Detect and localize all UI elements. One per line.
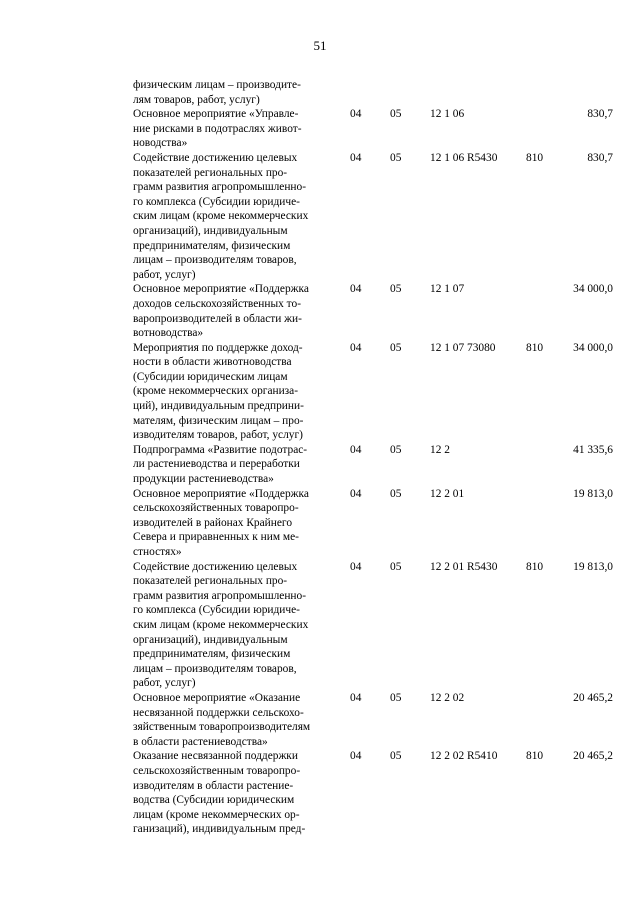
row-section: 04 (350, 443, 362, 456)
row-subsection: 05 (390, 750, 402, 763)
row-amount: 20 465,2 (573, 691, 613, 704)
row-target-article: 12 1 06 (430, 108, 465, 121)
row-amount: 19 813,0 (573, 487, 613, 500)
row-target-article: 12 2 02 R5410 (430, 750, 498, 763)
row-expense-type: 810 (526, 341, 544, 354)
table-row (133, 560, 613, 691)
table-row (133, 151, 613, 282)
row-section: 04 (350, 151, 362, 164)
row-target-article: 12 1 07 (430, 283, 465, 296)
table-row (133, 749, 613, 837)
row-target-article: 12 1 06 R5430 (430, 151, 498, 164)
row-name: Оказание несвязанной поддержки сельскохозяйственным товаропро- изводителям в области растение- водства (Субсидии юридическим лицам (кроме некоммерческих ор- ганизаций), индивидуальным пред- (133, 750, 306, 836)
row-name: Основное мероприятие «Оказание несвязанной поддержки сельскохо- зяйственным товаропроизводителям в области растениеводства» (133, 691, 311, 748)
row-subsection: 05 (390, 108, 402, 121)
row-amount: 34 000,0 (573, 283, 613, 296)
row-expense-type: 810 (526, 151, 544, 164)
row-name: Основное мероприятие «Поддержка доходов сельскохозяйственных то- варопроизводителей в области жи- вотноводства» (133, 283, 309, 340)
row-name: Содействие достижению целевых показателей региональных про- грамм развития агропромышленно- го комплекса (Субсидии юридиче- ским лицам (кроме некоммерческих организаций), индивидуальным предпринимателям, физическим лицам – производителям товаров, работ, услуг) (133, 151, 309, 281)
row-target-article: 12 2 01 (430, 487, 465, 500)
row-subsection: 05 (390, 443, 402, 456)
row-target-article: 12 2 (430, 443, 450, 456)
row-subsection: 05 (390, 341, 402, 354)
row-name: Основное мероприятие «Управле- ние рисками в подотраслях живот- новодства» (133, 108, 302, 150)
table-row (133, 691, 613, 749)
row-name: Подпрограмма «Развитие подотрас- ли растениеводства и переработки продукции растениеводства» (133, 443, 308, 486)
row-name: Основное мероприятие «Поддержка сельскохозяйственных товаропро- изводителей в районах Крайнего Севера и приравненных к ним ме- стностях» (133, 487, 309, 558)
row-amount: 20 465,2 (573, 750, 613, 763)
row-name: Мероприятия по поддержке доход- ности в области животноводства (Субсидии юридическим лицам (кроме некоммерческих организа- ций), индивидуальным предприни- мателям, физическим лицам – про- изводителям товаров, работ, услуг) (133, 341, 304, 442)
row-section: 04 (350, 108, 362, 121)
row-expense-type: 810 (526, 560, 544, 573)
row-amount: 830,7 (587, 151, 613, 164)
row-subsection: 05 (390, 560, 402, 573)
budget-table (133, 78, 613, 837)
row-target-article: 12 2 02 (430, 691, 465, 704)
row-section: 04 (350, 487, 362, 500)
row-amount: 41 335,6 (573, 443, 613, 456)
row-expense-type: 810 (526, 750, 544, 763)
table-row (133, 341, 613, 443)
table-row (133, 487, 613, 560)
row-target-article: 12 2 01 R5430 (430, 560, 498, 573)
row-section: 04 (350, 560, 362, 573)
table-row (133, 443, 613, 487)
row-name: Содействие достижению целевых показателей региональных про- грамм развития агропромышленно- го комплекса (Субсидии юридиче- ским лицам (кроме некоммерческих организаций), индивидуальным предпринимателям, физическим лицам – производителям товаров, работ, услуг) (133, 560, 309, 690)
row-target-article: 12 1 07 73080 (430, 341, 496, 354)
table-row (133, 282, 613, 340)
row-amount: 830,7 (587, 108, 613, 121)
row-subsection: 05 (390, 283, 402, 296)
table-row (133, 78, 613, 107)
row-section: 04 (350, 750, 362, 763)
row-section: 04 (350, 283, 362, 296)
row-amount: 19 813,0 (573, 560, 613, 573)
row-section: 04 (350, 691, 362, 704)
page-number: 51 (313, 38, 327, 53)
table-row (133, 107, 613, 151)
row-subsection: 05 (390, 691, 402, 704)
row-name: физическим лицам – производите- лям товаров, работ, услуг) (133, 79, 301, 106)
row-subsection: 05 (390, 151, 402, 164)
row-subsection: 05 (390, 487, 402, 500)
row-section: 04 (350, 341, 362, 354)
row-amount: 34 000,0 (573, 341, 613, 354)
